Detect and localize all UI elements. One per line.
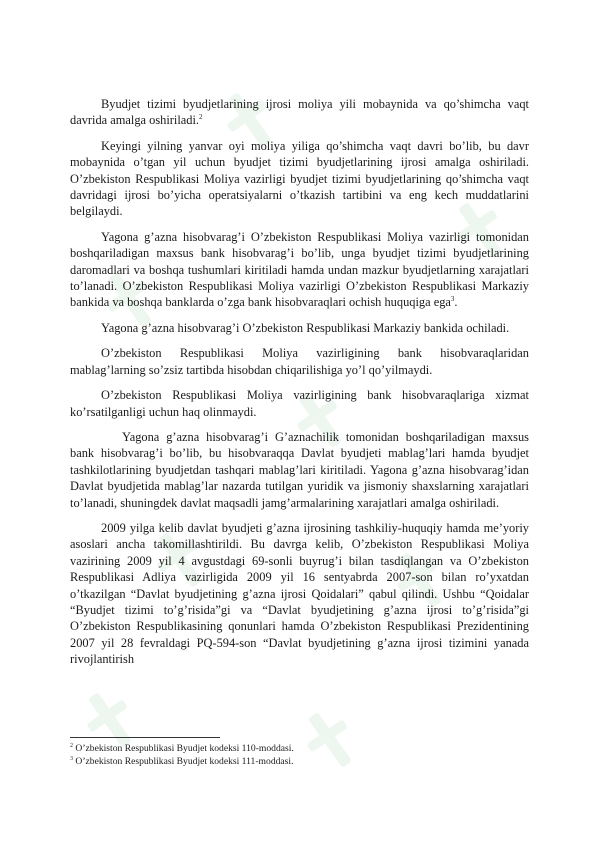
footnote: $^2$ O’zbekiston Respublikasi Byudjet kodeksi 110-moddasi. bbox=[70, 742, 294, 754]
footnote: $^3$ O’zbekiston Respublikasi Byudjet kodeksi 111-moddasi. bbox=[70, 755, 294, 767]
paragraph: Yagona g’azna hisobvarag’i G’aznachilik tomonidan boshqariladigan maxsus bank hisobvarag’i bo’lib, bu hisobvaraqqa Davlat byudjeti mablag’lari hamda byudjet tashkilotlarining byudjetdan tashqari mablag’lari kiritiladi. Yagona g’azna hisobvarag’idan Davlat byudjetida mablag’lar nazarda tutilgan yuridik va jismoniy shaxslarning xarajatlari to’lanadi, shuningdek davlat maqsadli jamg’armalarining xarajatlari amalga oshiriladi. bbox=[70, 429, 529, 510]
paragraph: Keyingi yilning yanvar oyi moliya yiliga qo’shimcha vaqt davri bo’lib, bu davr mobaynida o’tgan yil uchun byudjet tizimi byudjetlarining ijrosi amalga oshiriladi. O’zbekiston Respublikasi Moliya vazirligi byudjet tizimi byudjetlarining qo’shimcha vaqt davridagi ijrosi bo’yicha operatsiyalarni o’tkazish tartibini va eng kech muddatlarini belgilaydi. bbox=[70, 138, 529, 219]
paragraph: Yagona g’azna hisobvarag’i O’zbekiston Respublikasi Moliya vazirligi tomonidan boshqariladigan maxsus bank hisobvarag’i bo’lib, unga byudjet tizimi byudjetlarining daromadlari va boshqa tushumlari kiritiladi hamda undan mazkur byudjetlarning xarajatlari to’lanadi. O’zbekiston Respublikasi Moliya vazirligi O’zbekiston Respublikasi Markaziy bankida va boshqa banklarda o’zga bank hisobvaraqlari ochish huquqiga ega$^3$. bbox=[70, 229, 529, 310]
footnote-divider bbox=[70, 737, 220, 738]
paragraph: O’zbekiston Respublikasi Moliya vazirligining bank hisobvaraqlariga xizmat ko’rsatilganligi uchun haq olinmaydi. bbox=[70, 388, 529, 419]
footnotes bbox=[70, 742, 529, 768]
document-body bbox=[70, 96, 529, 677]
footnote-ref[interactable]: 2 bbox=[199, 113, 203, 122]
paragraph: Byudjet tizimi byudjetlarining ijrosi moliya yili mobaynida va qo’shimcha vaqt davrida amalga oshiriladi.$^2$ bbox=[70, 97, 529, 128]
paragraph: 2009 yilga kelib davlat byudjeti g’azna ijrosining tashkiliy-huquqiy hamda me’yoriy asoslari ancha takomillashtirildi. Bu davrga kelib, O’zbekiston Respublikasi Moliya vazirining 2009 yil 4 avgustdagi 69-sonli buyrug’i bilan tasdiqlangan va O’zbekiston Respublikasi Adliya vazirligida 2009 yil 16 sentyabrda 2007-son bilan ro’yxatdan o’tkazilgan “Davlat byudjetining g’azna ijrosi Qoidalari” qabul qilindi. Ushbu “Qoidalar “Byudjet tizimi to’g’risida”gi va “Davlat byudjetining g’azna ijrosi to’g’risida”gi O’zbekiston Respublikasining qonunlari hamda O’zbekiston Respublikasi Prezidentining 2007 yil 28 fevraldagi PQ-594-son “Davlat byudjetining g’azna ijrosi tizimini yanada rivojlantirish bbox=[70, 520, 529, 667]
footnote-ref[interactable]: 3 bbox=[450, 295, 455, 304]
paragraph: O’zbekiston Respublikasi Moliya vazirligining bank hisobvaraqlaridan mablag’larning so’zsiz tartibda hisobdan chiqarilishiga yo’l qo’yilmaydi. bbox=[70, 346, 529, 377]
paragraph: Yagona g’azna hisobvarag’i O’zbekiston Respublikasi Markaziy bankida ochiladi. bbox=[101, 320, 510, 335]
